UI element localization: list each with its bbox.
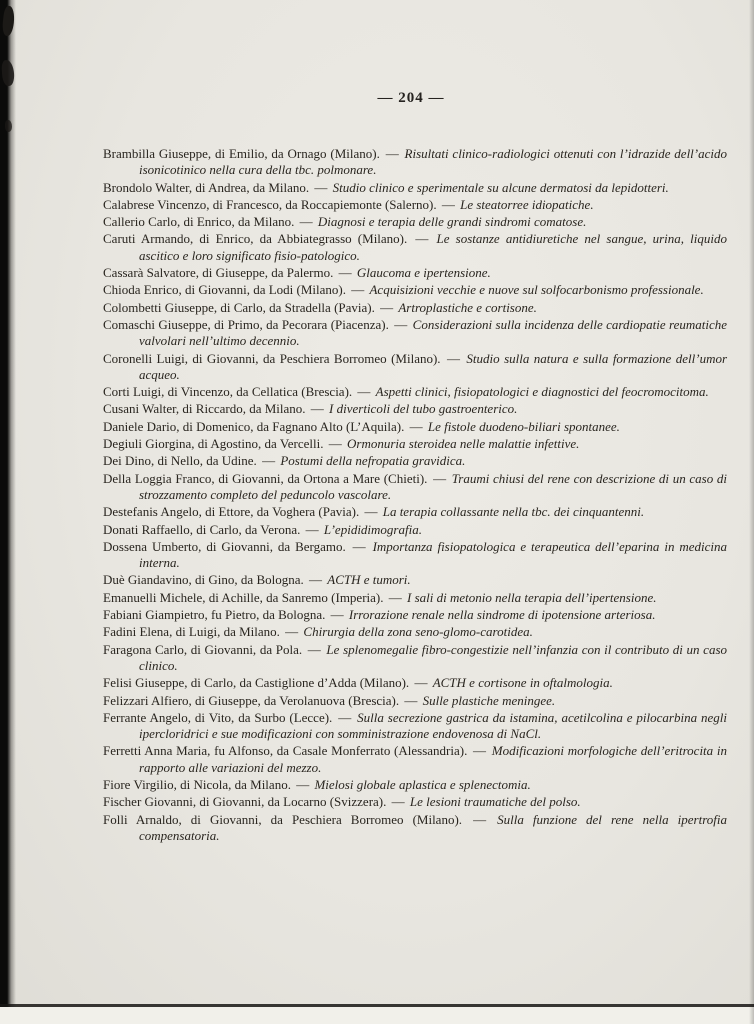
bibliography-entry (103, 436, 727, 452)
entry-author: Colombetti Giuseppe, di Carlo, da Stradella (Pavia). (103, 299, 375, 315)
bibliography-entry (103, 471, 727, 504)
entry-separator: — (394, 316, 408, 332)
entry-author: Felizzari Alfiero, di Giuseppe, da Verolanuova (Brescia). (103, 692, 400, 708)
entry-author: Chioda Enrico, di Giovanni, da Lodi (Milano). (103, 282, 346, 298)
entry-separator: — (388, 589, 402, 605)
entry-title: Le fistole duodeno-biliari spontanee. (427, 418, 620, 434)
bibliography-entry (103, 180, 727, 196)
bibliography-entry (103, 419, 727, 435)
bibliography-entry (103, 351, 727, 384)
entry-author: Ferrante Angelo, di Vito, da Surbo (Lecce). (103, 709, 333, 725)
entry-separator: — (446, 350, 460, 366)
scan-bottom-strip (0, 1007, 754, 1024)
bibliography-entry (103, 710, 727, 743)
entry-title: Acquisizioni vecchie e nuove sul solfocarbonismo professionale. (369, 282, 704, 298)
entry-title: Sulla secrezione gastrica da istamina, acetilcolina e pilocarbina negli ipercloridrici e sue modificazioni con somministrazione endovenosa di NaCl. (139, 709, 728, 742)
bibliography-entry (103, 572, 727, 588)
entry-title: Chirurgia della zona seno-glomo-carotidea. (303, 624, 533, 640)
entry-separator: — (352, 538, 366, 554)
entry-separator: — (415, 231, 429, 247)
entry-author: Fischer Giovanni, di Giovanni, da Locarno (Svizzera). (103, 794, 387, 810)
bibliography-entry (103, 794, 727, 810)
entry-author: Brambilla Giuseppe, di Emilio, da Ornago (Milano). (103, 146, 380, 161)
entry-author: Caruti Armando, di Enrico, da Abbiategrasso (Milano). (103, 231, 408, 247)
entry-separator: — (385, 146, 399, 161)
entry-title: Diagnosi e terapia delle grandi sindromi comatose. (317, 214, 587, 230)
bibliography-entry (103, 265, 727, 281)
bibliography-entry (103, 214, 727, 230)
entry-title: Artroplastiche e cortisone. (398, 299, 537, 315)
entry-title: Le steatorree idiopatiche. (460, 196, 594, 212)
entry-separator: — (330, 607, 344, 623)
entry-title: I sali di metonio nella terapia dell’ipertensione. (407, 589, 657, 605)
entry-author: Faragona Carlo, di Giovanni, da Pola. (103, 641, 303, 657)
entry-separator: — (314, 179, 328, 195)
entry-author: Cassarà Salvatore, di Giuseppe, da Palermo. (103, 265, 334, 281)
entry-separator: — (473, 743, 487, 759)
entry-author: Cusani Walter, di Riccardo, da Milano. (103, 401, 306, 417)
bibliography-entry (103, 146, 727, 179)
bibliography-entry (103, 504, 727, 520)
entry-author: Duè Giandavino, di Gino, da Bologna. (103, 572, 304, 588)
entry-author: Ferretti Anna Maria, fu Alfonso, da Casale Monferrato (Alessandria). (103, 743, 468, 759)
entry-separator: — (357, 384, 371, 400)
entry-separator: — (262, 453, 276, 469)
entry-title: Mielosi globale aplastica e splenectomia. (314, 776, 531, 792)
bibliography-entry (103, 453, 727, 469)
entry-separator: — (309, 572, 322, 588)
bibliography-entry (103, 539, 727, 572)
bibliography-entry (103, 317, 727, 350)
entry-author: Destefanis Angelo, di Ettore, da Voghera (Pavia). (103, 504, 360, 520)
entry-title: Le sostanze antidiuretiche nel sangue, urina, liquido ascitico e loro significato fisio-patologico. (139, 231, 727, 263)
entry-title: Importanza fisiopatologica e terapeutica dell’eparina in medicina interna. (139, 538, 728, 571)
page-edge-shadow (749, 0, 754, 1024)
bibliography-entry (103, 590, 727, 606)
entry-title: Studio sulla natura e sulla formazione dell’umor acqueo. (139, 350, 728, 382)
bibliography-entry (103, 522, 727, 538)
entry-title: Risultati clinico-radiologici ottenuti con l’idrazide dell’acido isonicotinico nella cura della tbc. polmonare. (139, 146, 728, 178)
entry-title: Sulla funzione del rene nella ipertrofia compensatoria. (139, 811, 728, 843)
entry-title: La terapia collassante nella tbc. dei cinquantenni. (382, 504, 645, 520)
entry-title: Postumi della nefropatia gravidica. (280, 453, 466, 469)
entry-title: Le lesioni traumatiche del polso. (409, 794, 581, 810)
bibliography-entry (103, 693, 727, 709)
entry-separator: — (338, 709, 352, 725)
entry-title: Le splenomegalie fibro-congestizie nell’infanzia con il contributo di un caso clinico. (139, 641, 728, 673)
bibliography-entry (103, 197, 727, 213)
entry-title: Studio clinico e sperimentale su alcune dermatosi da lepidotteri. (332, 179, 669, 195)
entry-separator: — (285, 624, 299, 640)
entry-author: Corti Luigi, di Vincenzo, da Cellatica (Brescia). (103, 384, 353, 400)
entry-separator: — (310, 401, 324, 417)
bibliography-entry (103, 300, 727, 316)
entry-title: Aspetti clinici, fisiopatologici e diagnostici del feocromocitoma. (375, 384, 709, 400)
bibliography-entry (103, 743, 727, 776)
entry-separator: — (414, 675, 428, 691)
scan-speck (5, 120, 12, 132)
bibliography-entry (103, 384, 727, 400)
entry-list (103, 146, 727, 845)
entry-separator: — (364, 504, 378, 520)
entry-separator: — (441, 196, 455, 212)
bibliography-entry (103, 642, 727, 675)
entry-author: Dei Dino, di Nello, da Udine. (103, 453, 257, 469)
entry-title: L’epididimografia. (323, 521, 422, 537)
entry-author: Degiuli Giorgina, di Agostino, da Vercelli. (103, 436, 324, 452)
bibliography-entry (103, 607, 727, 623)
entry-separator: — (473, 811, 487, 827)
entry-author: Felisi Giuseppe, di Carlo, da Castiglione d’Adda (Milano). (103, 675, 410, 691)
entry-separator: — (299, 214, 313, 230)
entry-separator: — (433, 470, 447, 486)
entry-author: Coronelli Luigi, di Giovanni, da Peschiera Borromeo (Milano). (103, 350, 441, 366)
entry-author: Emanuelli Michele, di Achille, da Sanremo (Imperia). (103, 589, 384, 605)
binding-shadow (0, 0, 16, 1024)
bibliography-entry (103, 231, 727, 264)
entry-separator: — (328, 436, 342, 452)
bibliography-entry (103, 282, 727, 298)
entry-author: Callerio Carlo, di Enrico, da Milano. (103, 214, 295, 230)
entry-separator: — (404, 692, 418, 708)
entry-title: Modificazioni morfologiche dell’eritrocita in rapporto alle variazioni del mezzo. (139, 743, 727, 775)
bibliography-entry (103, 624, 727, 640)
entry-author: Calabrese Vincenzo, di Francesco, da Roccapiemonte (Salerno). (103, 196, 437, 212)
entry-author: Fadini Elena, di Luigi, da Milano. (103, 624, 280, 640)
entry-title: Traumi chiusi del rene con descrizione di un caso di strozzamento completo del peduncolo vascolare. (139, 470, 728, 502)
entry-title: Glaucoma e ipertensione. (356, 265, 491, 281)
entry-separator: — (338, 265, 352, 281)
entry-title: Considerazioni sulla incidenza delle cardiopatie reumatiche valvolari nell’ultimo decennio. (139, 316, 728, 349)
entry-separator: — (296, 776, 310, 792)
page-number: — 204 — (377, 90, 445, 106)
entry-title: Sulle plastiche meningee. (422, 692, 556, 708)
entry-separator: — (391, 794, 405, 810)
bibliography-entry (103, 675, 727, 691)
entry-separator: — (380, 299, 394, 315)
bibliography-entry (103, 812, 727, 845)
entry-title: Ormonuria steroidea nelle malattie infettive. (347, 436, 580, 452)
entry-separator: — (351, 282, 365, 298)
entry-author: Fiore Virgilio, di Nicola, da Milano. (103, 776, 291, 792)
entry-separator: — (307, 641, 321, 657)
entry-title: ACTH e cortisone in oftalmologia. (432, 675, 613, 691)
entry-title: ACTH e tumori. (327, 572, 411, 588)
entry-author: Folli Arnaldo, di Giovanni, da Peschiera Borromeo (Milano). (103, 811, 463, 827)
bibliography-entry (103, 777, 727, 793)
entry-author: Donati Raffaello, di Carlo, da Verona. (103, 521, 301, 537)
entry-separator: — (305, 521, 319, 537)
entry-title: Irrorazione renale nella sindrome di ipotensione arteriosa. (348, 607, 656, 623)
bibliography-entry (103, 401, 727, 417)
entry-separator: — (409, 418, 423, 434)
entry-author: Brondolo Walter, di Andrea, da Milano. (103, 179, 310, 195)
entry-author: Fabiani Giampietro, fu Pietro, da Bologna. (103, 607, 326, 623)
entry-author: Comaschi Giuseppe, di Primo, da Pecorara (Piacenza). (103, 316, 389, 332)
entry-author: Daniele Dario, di Domenico, da Fagnano Alto (L’Aquila). (103, 418, 405, 434)
entry-author: Della Loggia Franco, di Giovanni, da Ortona a Mare (Chieti). (103, 470, 428, 486)
entry-author: Dossena Umberto, di Giovanni, da Bergamo. (103, 538, 346, 554)
entry-title: I diverticoli del tubo gastroenterico. (329, 401, 518, 417)
